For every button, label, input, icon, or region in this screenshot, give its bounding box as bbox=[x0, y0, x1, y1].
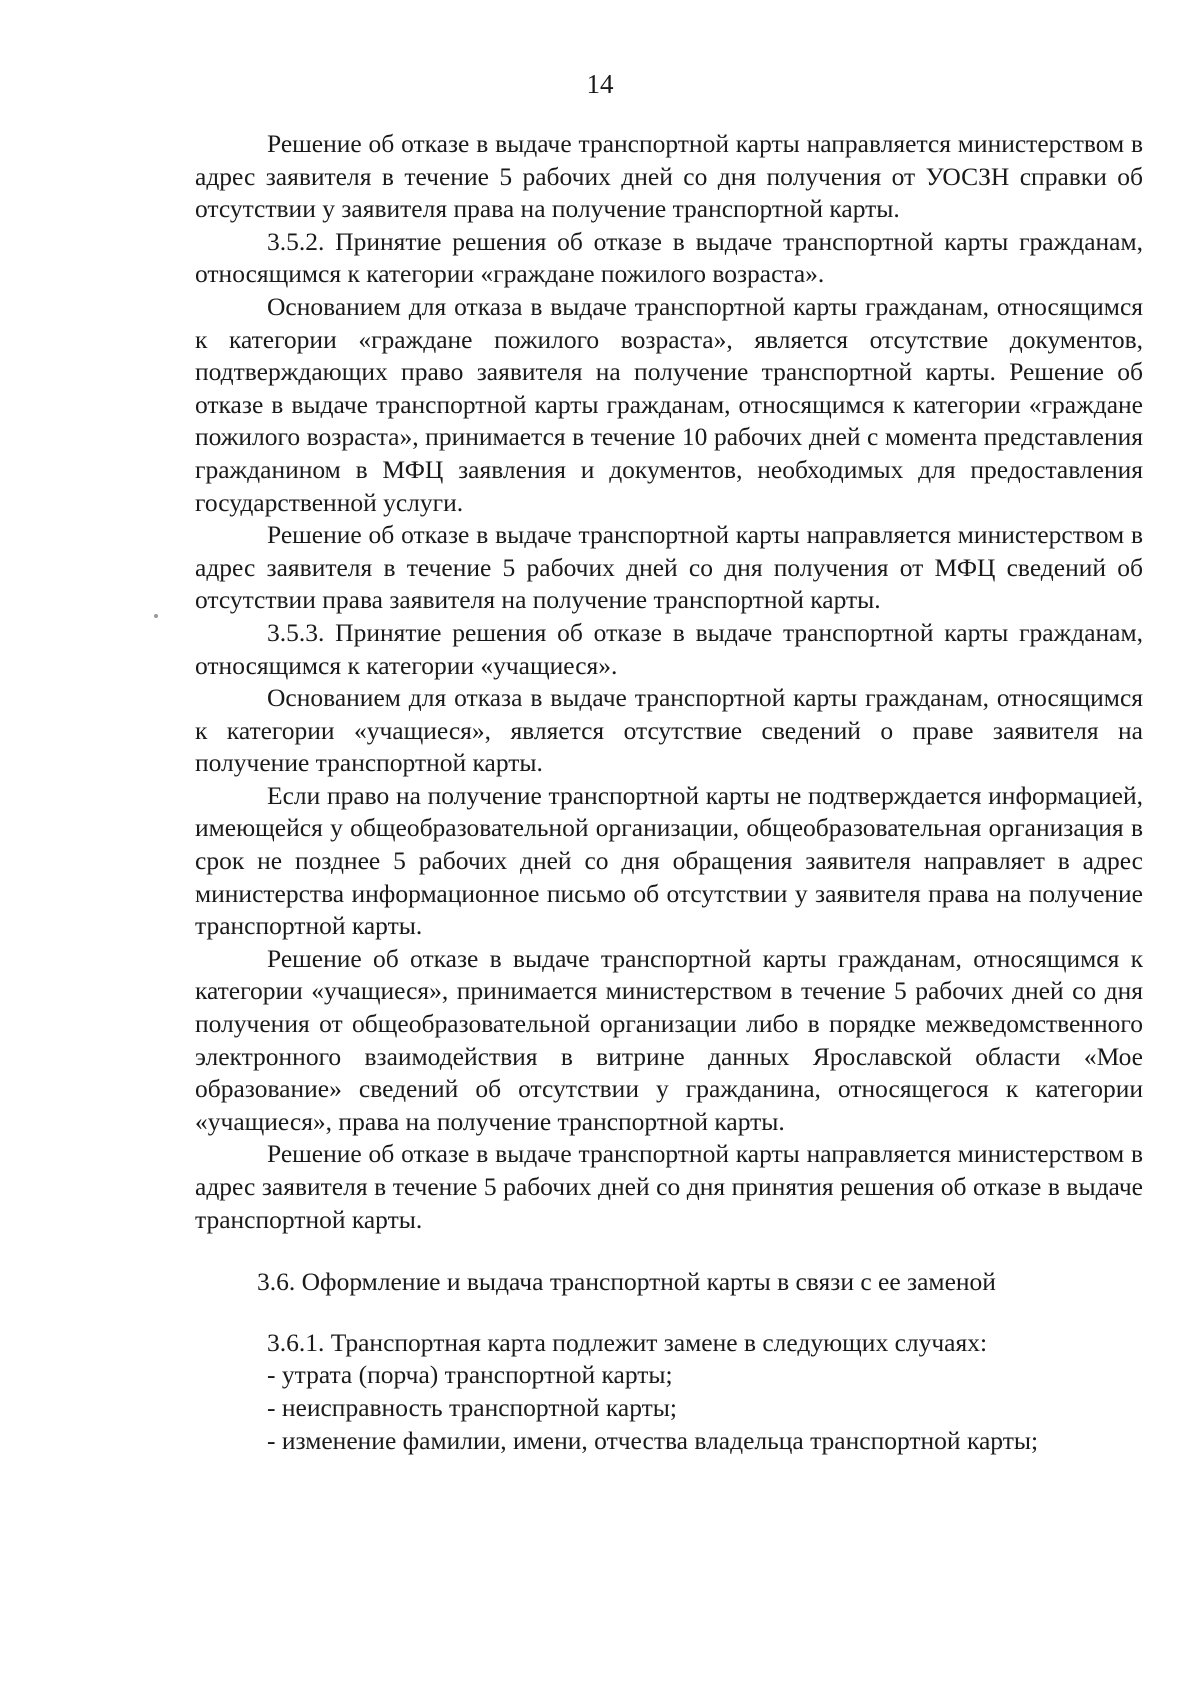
list-item: - утрата (порча) транспортной карты; bbox=[267, 1360, 673, 1390]
paragraph-3-5-2-title: 3.5.2. Принятие решения об отказе в выдаче транспортной карты гражданам, относящимся к категории «граждане пожилого возраста». bbox=[195, 226, 1143, 289]
paragraph-students-grounds: Основанием для отказа в выдаче транспортной карты гражданам, относящимся к категории «учащиеся», является отсутствие сведений о праве заявителя на получение транспортной карты. bbox=[195, 683, 1143, 778]
paragraph-refusal-sent: Решение об отказе в выдаче транспортной карты направляется министерством в адрес заявителя в течение 5 рабочих дней со дня принятия решения об отказе в выдаче транспортной карты. bbox=[195, 1139, 1143, 1234]
replacement-cases-list bbox=[195, 1359, 1143, 1457]
section-heading-3-6: 3.6. Оформление и выдача транспортной карты в связи с ее заменой bbox=[257, 1267, 996, 1297]
paragraph-school-letter: Если право на получение транспортной карты не подтверждается информацией, имеющейся у общеобразовательной организации, общеобразовательная организация в срок не позднее 5 рабочих дней со дня обращения заявителя направляет в адрес министерства информационное письмо об отсутствии у заявителя права на получение транспортной карты. bbox=[195, 780, 1143, 941]
list-item: - изменение фамилии, имени, отчества владельца транспортной карты; bbox=[267, 1425, 1039, 1455]
scan-artifact-dot bbox=[154, 614, 158, 618]
spacer bbox=[195, 1236, 1143, 1266]
spacer bbox=[195, 1299, 1143, 1327]
paragraph-refusal-uoszn: Решение об отказе в выдаче транспортной карты направляется министерством в адрес заявителя в течение 5 рабочих дней со дня получения от УОСЗН справки об отсутствии у заявителя права на получение транспортной карты. bbox=[195, 129, 1143, 224]
list-item: - неисправность транспортной карты; bbox=[267, 1392, 678, 1422]
paragraph-elderly-grounds: Основанием для отказа в выдаче транспортной карты гражданам, относящимся к категории «граждане пожилого возраста», является отсутствие документов, подтверждающих право заявителя на получение транспортной карты. Решение об отказе в выдаче транспортной карты гражданам, относящимся к категории «граждане пожилого возраста», принимается в течение 10 рабочих дней с момента представления гражданином в МФЦ заявления и документов, необходимых для предоставления государственной услуги. bbox=[195, 291, 1143, 517]
paragraph-3-6-1-intro: 3.6.1. Транспортная карта подлежит замене в следующих случаях: bbox=[267, 1327, 988, 1357]
page-number: 14 bbox=[586, 69, 614, 99]
paragraph-3-5-3-title: 3.5.3. Принятие решения об отказе в выдаче транспортной карты гражданам, относящимся к категории «учащиеся». bbox=[195, 617, 1143, 680]
paragraph-students-decision: Решение об отказе в выдаче транспортной карты гражданам, относящимся к категории «учащиеся», принимается министерством в течение 5 рабочих дней со дня получения от общеобразовательной организации либо в порядке межведомственного электронного взаимодействия в витрине данных Ярославской области «Мое образование» сведений об отсутствии у гражданина, относящегося к категории «учащиеся», права на получение транспортной карты. bbox=[195, 943, 1143, 1136]
paragraph-refusal-mfc: Решение об отказе в выдаче транспортной карты направляется министерством в адрес заявителя в течение 5 рабочих дней со дня получения от МФЦ сведений об отсутствии права заявителя на получение транспортной карты. bbox=[195, 520, 1143, 615]
document-body bbox=[195, 128, 1143, 1457]
